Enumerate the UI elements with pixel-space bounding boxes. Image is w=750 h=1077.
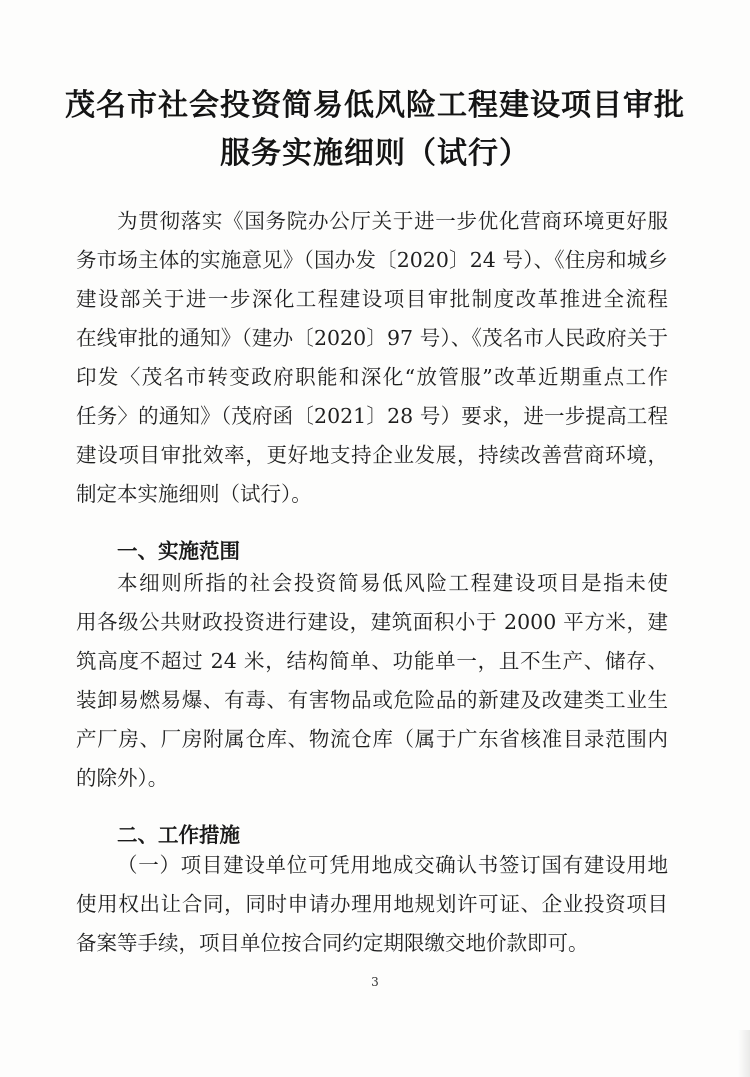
document-title-line-1: 茂名市社会投资简易低风险工程建设项目审批 (65, 88, 685, 123)
intro-paragraph (76, 202, 668, 514)
section-1-heading: 一、实施范围 (117, 539, 240, 563)
intro-line: 印发〈茂名市转变政府职能和深化“放管服”改革近期重点工作 (76, 365, 668, 389)
intro-line: 建设部关于进一步深化工程建设项目审批制度改革推进全流程 (76, 287, 668, 311)
section-1-line: 筑高度不超过 24 米，结构简单、功能单一，且不生产、储存、 (76, 649, 668, 673)
page-number: 3 (371, 975, 379, 989)
intro-line: 为贯彻落实《国务院办公厅关于进一步优化营商环境更好服 (117, 209, 668, 233)
section-1-line: 装卸易燃易爆、有毒、有害物品或危险品的新建及改建类工业生 (76, 688, 668, 712)
intro-line: 任务〉的通知》（茂府函〔2021〕28 号）要求，进一步提高工程 (76, 404, 668, 428)
section-2-heading: 二、工作措施 (117, 823, 240, 847)
section-1-line: 用各级公共财政投资进行建设，建筑面积小于 2000 平方米，建 (76, 610, 668, 634)
section-2-line: （一）项目建设单位可凭用地成交确认书签订国有建设用地 (117, 853, 668, 877)
section-1-line: 产厂房、厂房附属仓库、物流仓库（属于广东省核准目录范围内 (76, 727, 668, 751)
section-1-paragraph (76, 564, 668, 798)
section-2-line: 备案等手续，项目单位按合同约定期限缴交地价款即可。 (76, 931, 589, 955)
section-1-line: 的除外）。 (76, 766, 169, 790)
section-2-line: 使用权出让合同，同时申请办理用地规划许可证、企业投资项目 (76, 892, 668, 916)
intro-line: 建设项目审批效率，更好地支持企业发展，持续改善营商环境， (76, 443, 668, 467)
intro-line: 务市场主体的实施意见》（国办发〔2020〕24 号）、《住房和城乡 (76, 248, 668, 272)
intro-line: 在线审批的通知》（建办〔2020〕97 号）、《茂名市人民政府关于 (76, 326, 668, 350)
intro-line: 制定本实施细则（试行）。 (76, 482, 312, 506)
section-1-line: 本细则所指的社会投资简易低风险工程建设项目是指未使 (117, 571, 668, 595)
scan-edge-shadow (738, 1030, 750, 1077)
section-2-paragraph (76, 846, 668, 963)
document-title-line-2: 服务实施细则（试行） (220, 136, 530, 171)
